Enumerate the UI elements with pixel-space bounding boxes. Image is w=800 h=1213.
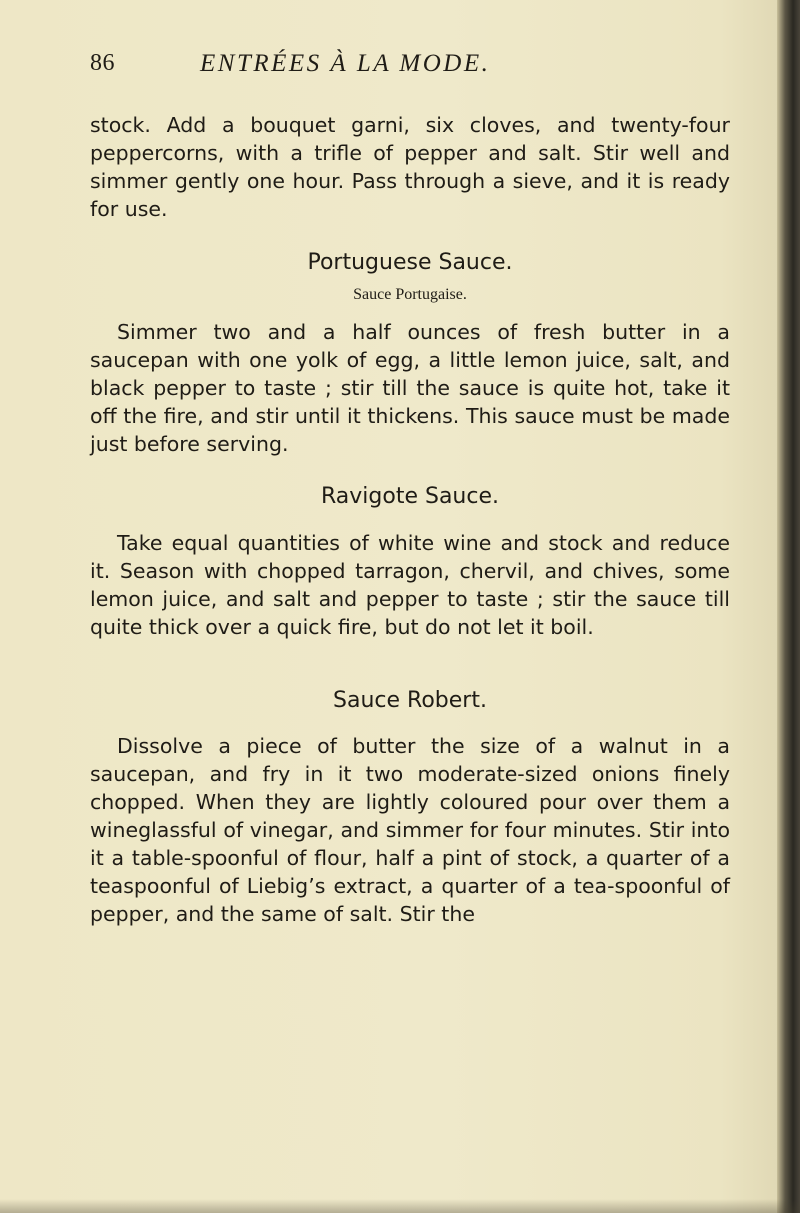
section-title-ravigote-sauce: Ravigote Sauce. [320, 484, 499, 509]
page-number: 86 [90, 50, 115, 76]
page-content [90, 111, 730, 928]
intro-paragraph: stock. Add a bouquet garni, six cloves, and twenty-four peppercorns, with a trifle of pepper and salt. Stir well and simmer gently one hour. Pass through a sieve, and it is ready for use. [90, 113, 730, 221]
page-edge-shadow [0, 1199, 800, 1213]
running-title: ENTRÉES À LA MODE. [200, 50, 491, 77]
section-body-ravigote-sauce: Take equal quantities of white wine and stock and reduce it. Season with chopped tarragon, chervil, and chives, some lemon juice, and salt and pepper to taste ; stir the sauce till quite thick over a quick fire, but do not let it boil. [90, 531, 730, 639]
section-body-portuguese-sauce: Simmer two and a half ounces of fresh butter in a saucepan with one yolk of egg, a little lemon juice, salt, and black pepper to taste ; stir till the sauce is quite hot, take it off the fire, and stir until it thickens. This sauce must be made just before serving. [90, 320, 730, 456]
running-header [90, 50, 730, 80]
book-gutter [777, 0, 800, 1213]
section-body-sauce-robert: Dissolve a piece of butter the size of a walnut in a saucepan, and fry in it two moderate-sized onions finely chopped. When they are lightly coloured pour over them a wineglassful of vinegar, and simmer for four minutes. Stir into it a table-spoonful of flour, half a pint of stock, a quarter of a teaspoonful of Liebig’s extract, a quarter of a tea-spoonful of pepper, and the same of salt. Stir the [90, 734, 730, 926]
section-subtitle-portuguese-sauce: Sauce Portugaise. [353, 286, 467, 303]
section-title-portuguese-sauce: Portuguese Sauce. [307, 250, 513, 275]
section-title-sauce-robert: Sauce Robert. [333, 688, 487, 713]
